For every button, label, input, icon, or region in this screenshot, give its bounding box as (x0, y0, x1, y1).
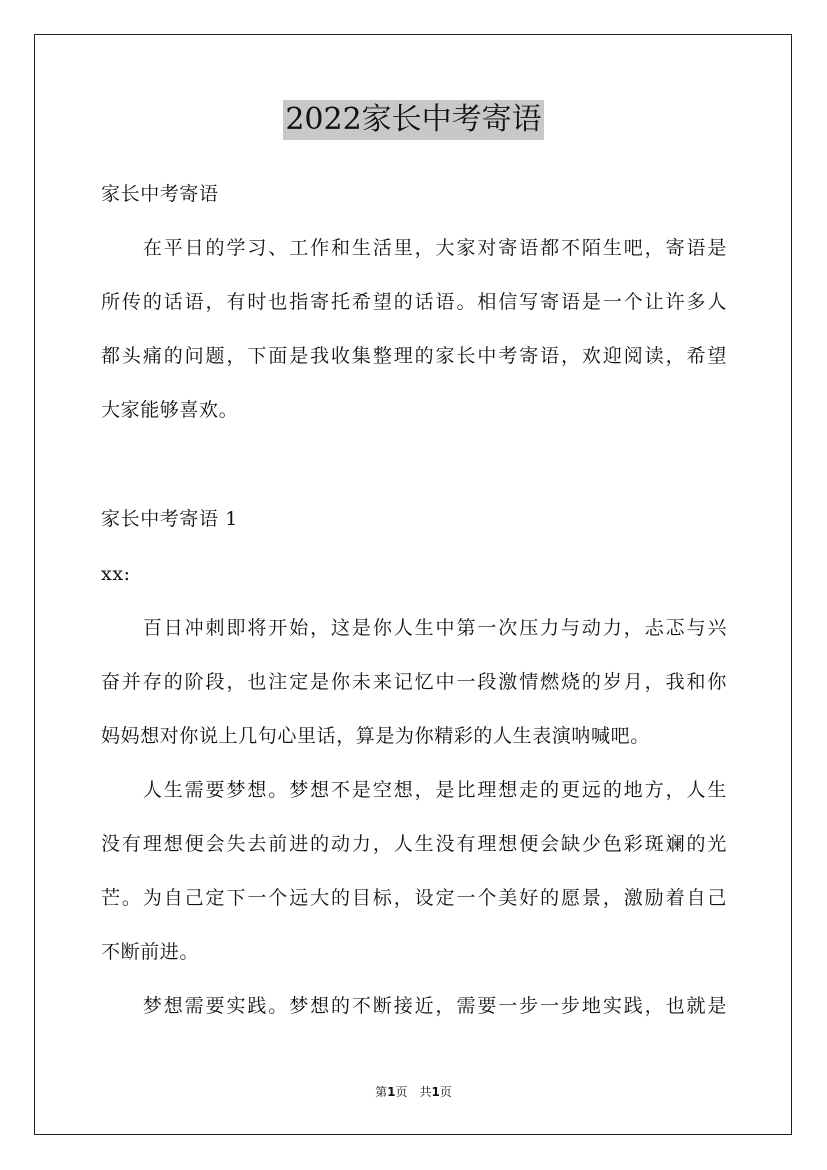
paragraph-line: 百日冲刺即将开始，这是你人生中第一次压力与动力，忐忑与兴 (101, 617, 727, 639)
footer-page-mid: 页 共 (395, 1085, 432, 1099)
paragraph-line: 妈妈想对你说上几句心里话，算是为你精彩的人生表演呐喊吧。 (101, 725, 650, 747)
paragraph-line: 芒。为自己定下一个远大的目标，设定一个美好的愿景，激励着自己 (101, 887, 727, 909)
page-footer (0, 1084, 827, 1100)
paragraph-line: 都头痛的问题，下面是我收集整理的家长中考寄语，欢迎阅读，希望 (101, 345, 727, 367)
paragraph-line: 梦想需要实践。梦想的不断接近，需要一步一步地实践，也就是 (101, 995, 727, 1017)
footer-page-current: 1 (387, 1085, 396, 1099)
paragraph-line: 不断前进。 (101, 941, 200, 963)
paragraph-line: 在平日的学习、工作和生活里，大家对寄语都不陌生吧，寄语是 (101, 237, 727, 259)
section-heading: 家长中考寄语 1 (101, 508, 238, 530)
document-title: 2022家长中考寄语 (283, 100, 543, 140)
paragraph-line: 所传的话语，有时也指寄托希望的话语。相信写寄语是一个让许多人 (101, 291, 727, 313)
section-heading: 家长中考寄语 (101, 183, 219, 205)
salutation: xx: (101, 563, 131, 585)
paragraph-line: 人生需要梦想。梦想不是空想，是比理想走的更远的地方，人生 (101, 779, 727, 801)
paragraph-line: 大家能够喜欢。 (101, 399, 239, 421)
paragraph-line: 没有理想便会失去前进的动力，人生没有理想便会缺少色彩斑斓的光 (101, 833, 727, 855)
footer-page-total: 1 (431, 1085, 440, 1099)
footer-page-prefix: 第 (375, 1085, 388, 1099)
title-container (0, 100, 827, 140)
paragraph-line: 奋并存的阶段，也注定是你未来记忆中一段激情燃烧的岁月，我和你 (101, 671, 727, 693)
footer-page-suffix: 页 (439, 1085, 452, 1099)
